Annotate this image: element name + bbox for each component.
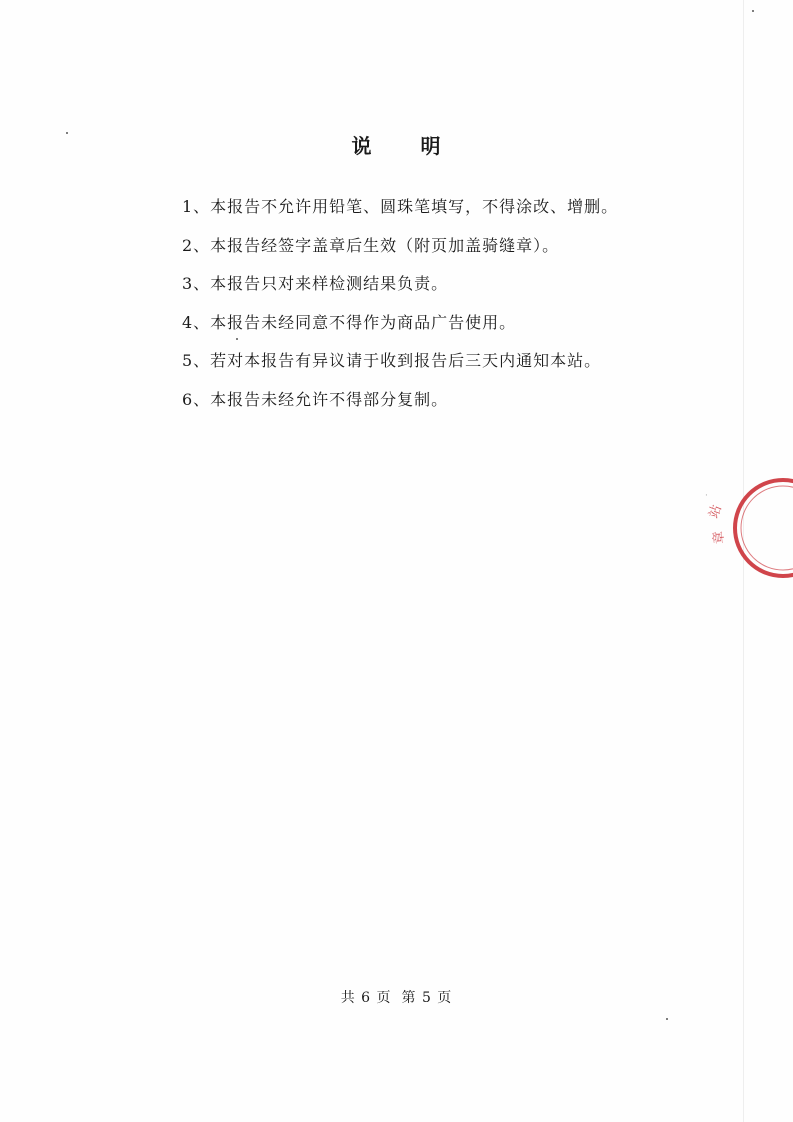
note-item-6: 6、本报告未经允许不得部分复制。 — [182, 389, 449, 409]
page-title — [0, 130, 793, 159]
svg-text:·: · — [705, 491, 708, 501]
scan-speck — [752, 10, 754, 12]
svg-text:章: 章 — [711, 530, 728, 545]
note-item-3: 3、本报告只对来样检测结果负责。 — [182, 274, 449, 293]
scan-speck — [236, 338, 238, 340]
page-current: 第 5 页 — [401, 990, 453, 1006]
svg-text:站: 站 — [706, 503, 725, 521]
scan-speck — [66, 132, 68, 134]
official-seal-stamp — [703, 472, 793, 584]
note-item-5: 5、若对本报告有异议请于收到报告后三天内通知本站。 — [182, 351, 602, 370]
notes-list — [182, 194, 618, 425]
title-char-2: 明 — [420, 134, 442, 158]
note-item-4: 4、本报告未经同意不得作为商品广告使用。 — [182, 312, 517, 332]
page-footer — [0, 987, 793, 1007]
seal-graphic — [703, 472, 793, 584]
note-item-1: 1、本报告不允许用铅笔、圆珠笔填写，不得涂改、增删。 — [182, 197, 619, 216]
title-char-1: 说 — [351, 134, 373, 158]
note-item-2: 2、本报告经签字盖章后生效（附页加盖骑缝章）。 — [182, 235, 560, 255]
page-total: 共 6 页 — [340, 990, 392, 1006]
scan-speck — [666, 1018, 668, 1020]
